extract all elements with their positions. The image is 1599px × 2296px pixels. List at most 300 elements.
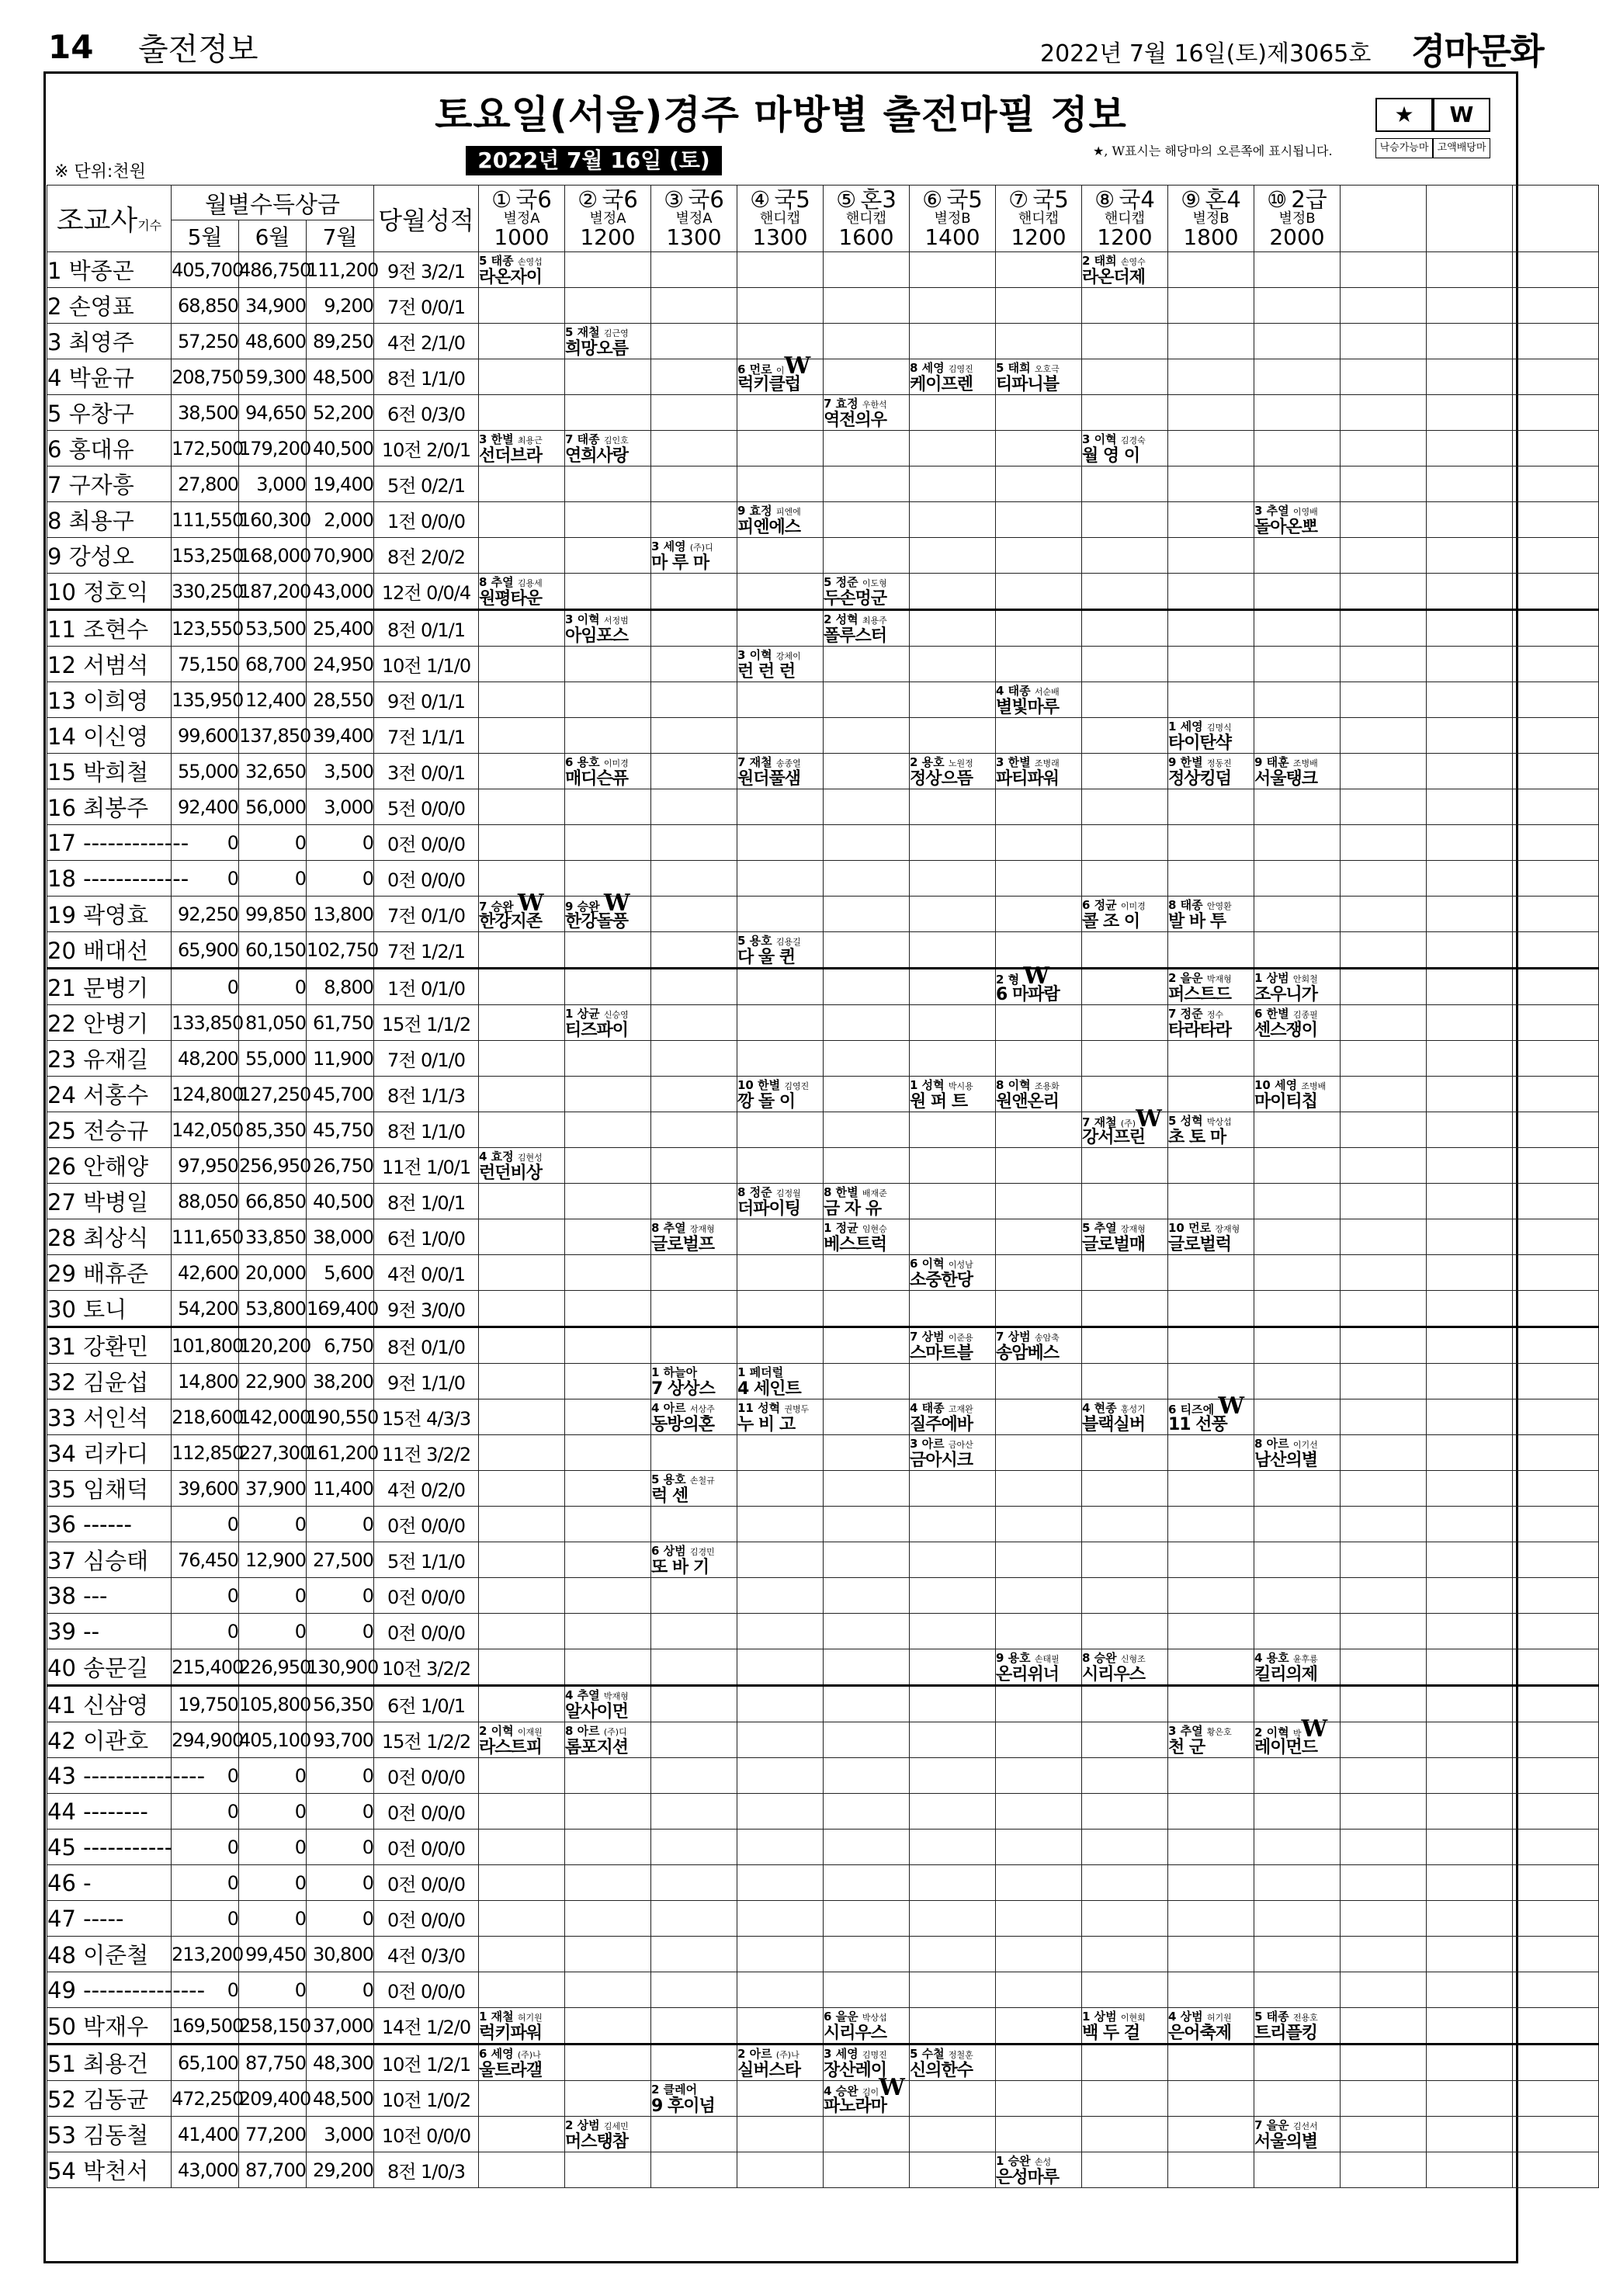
entry-gate-jockey: [565, 754, 650, 771]
row-number: 38: [47, 1582, 76, 1609]
owner: 김경민: [689, 1547, 715, 1557]
empty-cell: [737, 1722, 824, 1758]
empty-cell: [824, 1471, 910, 1507]
empty-cell: [1341, 466, 1427, 502]
earning-july: 0: [307, 1830, 374, 1865]
empty-cell: [824, 1399, 910, 1435]
gate-jockey: 4 현종: [1082, 1401, 1117, 1415]
gate-jockey: 2 클레어: [651, 2083, 698, 2097]
earning-july: 8,800: [307, 969, 374, 1005]
row-number: 36: [47, 1510, 76, 1538]
race-number: ②: [578, 186, 598, 213]
trainer-name: ---: [83, 1582, 108, 1609]
race-header-2: [565, 186, 651, 252]
table-row: [47, 538, 1599, 574]
table-row: [47, 1578, 1599, 1614]
horse-name: 백 두 걸: [1082, 2024, 1140, 2043]
empty-cell: [910, 718, 996, 754]
empty-cell: [479, 1614, 565, 1649]
earning-july: 5,600: [307, 1255, 374, 1291]
trainer-name: 정호익: [83, 579, 149, 605]
gate-jockey: 3 아르: [910, 1437, 945, 1451]
trainer-name: 박종곤: [68, 258, 134, 284]
trainer-name: 서홍수: [83, 1082, 149, 1108]
race-entry: [565, 1005, 651, 1041]
trainer-cell: [47, 1077, 172, 1112]
table-row: [47, 574, 1599, 610]
entry-gate-jockey: [651, 1399, 737, 1417]
empty-cell: [1168, 1041, 1254, 1077]
empty-cell: [1082, 1542, 1168, 1578]
empty-cell: [1254, 1219, 1341, 1255]
empty-cell: [651, 324, 737, 359]
table-row: [47, 932, 1599, 969]
race-entry: [1254, 2117, 1341, 2152]
horse-name: 라온더제: [1082, 268, 1146, 287]
empty-cell: [1254, 897, 1341, 932]
owner: (주)디: [603, 1727, 627, 1737]
empty-cell: [910, 1184, 996, 1219]
monthly-record: 15전 1/1/2: [374, 1005, 479, 1041]
entry-gate-jockey: [996, 1077, 1081, 1094]
empty-cell: [737, 538, 824, 574]
empty-cell: [1513, 969, 1599, 1005]
trainer-name: 안해양: [83, 1153, 149, 1180]
row-number: 40: [47, 1655, 76, 1681]
empty-cell: [996, 324, 1082, 359]
empty-cell: [737, 252, 824, 288]
monthly-record: 0전 0/0/0: [374, 1830, 479, 1865]
earning-june: 179,200: [239, 431, 307, 466]
empty-cell: [996, 502, 1082, 538]
horse-name: 런 런 런: [737, 662, 796, 682]
empty-cell: [1082, 574, 1168, 610]
earning-july: 0: [307, 1614, 374, 1649]
empty-cell: [910, 431, 996, 466]
empty-cell: [824, 647, 910, 682]
race-entry: [737, 1399, 824, 1435]
row-number: 7: [47, 472, 62, 498]
trainer-cell: [47, 1794, 172, 1830]
entry-gate-jockey: [1168, 969, 1254, 987]
row-number: 31: [47, 1334, 76, 1360]
earning-may: 27,800: [172, 466, 239, 502]
empty-cell: [1427, 861, 1513, 897]
empty-cell: [565, 1578, 651, 1614]
horse-name: 깡 돌 이: [737, 1092, 796, 1112]
empty-cell: [824, 1364, 910, 1399]
empty-cell: [737, 1219, 824, 1255]
horse-name: 천 군: [1168, 1738, 1205, 1757]
trainer-name: 서범석: [83, 652, 149, 678]
trainer-cell: [47, 574, 172, 610]
empty-cell: [1427, 932, 1513, 969]
empty-cell: [565, 1507, 651, 1542]
entry-gate-jockey: [651, 1471, 737, 1488]
empty-cell: [737, 1005, 824, 1041]
empty-cell: [1427, 538, 1513, 574]
empty-cell: [1341, 969, 1427, 1005]
empty-cell: [1082, 1865, 1168, 1901]
empty-cell: [910, 1005, 996, 1041]
monthly-record: 1전 0/0/0: [374, 502, 479, 538]
empty-cell: [1341, 1937, 1427, 1972]
horse-name: 역전의우: [824, 411, 887, 430]
table-row: [47, 1041, 1599, 1077]
trainer-cell: [47, 1005, 172, 1041]
table-row: [47, 969, 1599, 1005]
empty-cell: [1427, 1435, 1513, 1471]
empty-cell: [1513, 647, 1599, 682]
table-row: [47, 1327, 1599, 1364]
monthly-record: 11전 3/2/2: [374, 1435, 479, 1471]
empty-cell: [651, 1148, 737, 1184]
empty-cell: [1513, 1184, 1599, 1219]
owner: 송암축: [1034, 1333, 1060, 1343]
earning-may: 0: [172, 1901, 239, 1937]
horse-name: 정상킹덤: [1168, 769, 1232, 789]
empty-cell: [1254, 324, 1341, 359]
empty-cell: [1427, 252, 1513, 288]
gate-jockey: 2 이혁: [1254, 1725, 1289, 1739]
empty-cell: [1168, 502, 1254, 538]
gate-jockey: 1 승완: [996, 2154, 1031, 2168]
owner: (주)디: [689, 543, 713, 553]
trainer-cell: [47, 682, 172, 718]
empty-cell: [1427, 466, 1513, 502]
table-row: [47, 1399, 1599, 1435]
trainer-cell: [47, 1291, 172, 1327]
earning-july: 25,400: [307, 610, 374, 647]
earning-june: 0: [239, 825, 307, 861]
horse-name: 서울의별: [1254, 2132, 1318, 2152]
empty-cell: [565, 502, 651, 538]
empty-cell: [910, 825, 996, 861]
empty-cell: [479, 538, 565, 574]
row-number: 30: [47, 1296, 76, 1323]
empty-cell: [1082, 754, 1168, 789]
owner: 조용화: [1034, 1081, 1060, 1091]
race-entry: [996, 1649, 1082, 1686]
empty-cell: [651, 574, 737, 610]
entry-gate-jockey: [996, 962, 1081, 990]
empty-cell: [1254, 574, 1341, 610]
race-entry: [824, 395, 910, 431]
earning-june: 127,250: [239, 1077, 307, 1112]
empty-cell: [1341, 610, 1427, 647]
race-entry: [824, 574, 910, 610]
row-number: 49: [47, 1976, 76, 2003]
gate-jockey: 3 세영: [824, 2047, 858, 2061]
empty-cell: [1254, 647, 1341, 682]
empty-cell: [1254, 1471, 1341, 1507]
monthly-record: 7전 0/1/0: [374, 1041, 479, 1077]
entry-gate-jockey: [1254, 2117, 1340, 2134]
empty-cell: [1168, 466, 1254, 502]
empty-cell: [1341, 359, 1427, 395]
empty-cell: [1082, 1184, 1168, 1219]
trainer-name: 최봉주: [83, 795, 149, 821]
high-odds-mark: W: [1301, 1715, 1328, 1743]
horse-name: 별빛마루: [996, 698, 1060, 717]
trainer-name: 이희영: [83, 688, 149, 714]
earning-june: 0: [239, 1972, 307, 2008]
horse-name: 누 비 고: [737, 1415, 796, 1434]
empty-cell: [651, 1649, 737, 1686]
earning-may: 215,400: [172, 1649, 239, 1686]
race-entry: [737, 502, 824, 538]
earning-june: 48,600: [239, 324, 307, 359]
empty-cell: [1513, 324, 1599, 359]
earning-june: 34,900: [239, 288, 307, 324]
earning-july: 48,500: [307, 359, 374, 395]
empty-cell: [996, 1364, 1082, 1399]
owner: 김명진: [862, 2050, 887, 2060]
empty-cell: [479, 2152, 565, 2188]
entry-gate-jockey: [565, 324, 650, 341]
row-number: 32: [47, 1369, 76, 1396]
monthly-record: 7전 0/0/1: [374, 288, 479, 324]
empty-cell: [1082, 1614, 1168, 1649]
empty-cell: [1254, 1794, 1341, 1830]
empty-cell: [1513, 825, 1599, 861]
row-number: 46: [47, 1869, 76, 1896]
empty-cell: [1341, 1830, 1427, 1865]
horse-name: 서울탱크: [1254, 769, 1318, 789]
earning-july: 0: [307, 825, 374, 861]
race-distance: 1300: [752, 224, 808, 251]
empty-cell: [1341, 789, 1427, 825]
empty-cell: [1427, 395, 1513, 431]
empty-cell: [824, 431, 910, 466]
table-row: [47, 431, 1599, 466]
empty-cell: [1254, 466, 1341, 502]
empty-cell: [1513, 288, 1599, 324]
gate-jockey: 2 용호: [910, 755, 945, 769]
table-row: [47, 789, 1599, 825]
empty-cell: [1427, 754, 1513, 789]
race-entry: [996, 754, 1082, 789]
empty-cell: [737, 718, 824, 754]
entry-gate-jockey: [1254, 1435, 1340, 1452]
empty-cell: [1082, 1507, 1168, 1542]
empty-cell: [1341, 1435, 1427, 1471]
empty-cell: [910, 861, 996, 897]
trainer-name: 박희철: [83, 759, 149, 786]
empty-cell: [1427, 789, 1513, 825]
earning-june: 168,000: [239, 538, 307, 574]
empty-cell: [996, 718, 1082, 754]
empty-cell: [1254, 431, 1341, 466]
empty-cell: [565, 682, 651, 718]
empty-cell: [479, 1041, 565, 1077]
empty-cell: [565, 1327, 651, 1364]
monthly-record: 6전 1/0/0: [374, 1219, 479, 1255]
monthly-record: 9전 0/1/1: [374, 682, 479, 718]
row-number: 2: [47, 293, 62, 320]
earning-june: 0: [239, 1758, 307, 1794]
race-entry: [737, 1077, 824, 1112]
owner: 손철규: [689, 1476, 715, 1486]
race-grade: 국6: [688, 186, 724, 213]
empty-cell: [1082, 1291, 1168, 1327]
empty-cell: [1254, 861, 1341, 897]
entry-gate-jockey: [1168, 1393, 1254, 1420]
entry-gate-jockey: [824, 395, 909, 412]
earning-june: 94,650: [239, 395, 307, 431]
race-entry: [1082, 1649, 1168, 1686]
earning-july: 40,500: [307, 1184, 374, 1219]
empty-cell: [565, 1937, 651, 1972]
month-6-header: 6월: [239, 220, 307, 252]
empty-cell: [996, 1005, 1082, 1041]
empty-cell: [565, 1614, 651, 1649]
trainer-name: 우창구: [68, 401, 134, 427]
empty-cell: [651, 932, 737, 969]
race-header-1: [479, 186, 565, 252]
empty-cell: [1427, 324, 1513, 359]
race-grade: 국4: [1119, 186, 1155, 213]
gate-jockey: 5 태종: [1254, 2010, 1289, 2024]
horse-name: 시리우스: [1082, 1665, 1146, 1684]
empty-cell: [1341, 932, 1427, 969]
gate-jockey: 8 추열: [479, 575, 514, 589]
empty-cell: [1168, 538, 1254, 574]
empty-cell: [910, 1219, 996, 1255]
race-entry: [824, 610, 910, 647]
empty-cell: [565, 2081, 651, 2117]
gate-jockey: 2 성혁: [824, 612, 858, 626]
horse-name: 신의한수: [910, 2061, 973, 2080]
empty-cell: [1513, 1614, 1599, 1649]
empty-cell: [565, 1830, 651, 1865]
owner: 허기원: [1206, 2013, 1232, 2023]
trainer-cell: [47, 1758, 206, 1794]
trainer-name: 박천서: [83, 2158, 149, 2184]
empty-cell: [996, 288, 1082, 324]
gate-jockey: 10 한별: [737, 1078, 781, 1092]
empty-cell: [479, 359, 565, 395]
owner: 조병배: [1292, 758, 1318, 768]
earning-july: 6,750: [307, 1327, 374, 1364]
horse-name: 파티파워: [996, 769, 1060, 789]
table-row: [47, 1148, 1599, 1184]
empty-cell: [910, 1507, 996, 1542]
empty-cell: [996, 1041, 1082, 1077]
race-distance: 2000: [1269, 224, 1325, 251]
table-row: [47, 754, 1599, 789]
race-distance: 1800: [1183, 224, 1239, 251]
race-entry: [1168, 1005, 1254, 1041]
gate-jockey: 3 이혁: [737, 648, 772, 662]
trainer-name: ---------------: [83, 1762, 206, 1789]
entry-gate-jockey: [1082, 431, 1167, 448]
race-type: 핸디캡: [759, 210, 801, 227]
table-row: [47, 1507, 1599, 1542]
monthly-record: 0전 0/0/0: [374, 1578, 479, 1614]
empty-cell: [1341, 395, 1427, 431]
earning-july: 29,200: [307, 2152, 374, 2188]
trainer-cell: [47, 1722, 172, 1758]
empty-cell: [910, 897, 996, 932]
earning-june: 209,400: [239, 2081, 307, 2117]
monthly-record: 9전 3/2/1: [374, 252, 479, 288]
earning-may: 172,500: [172, 431, 239, 466]
empty-cell: [737, 2117, 824, 2152]
monthly-record: 6전 1/0/1: [374, 1686, 479, 1722]
empty-cell: [1513, 1649, 1599, 1686]
empty-cell: [737, 1327, 824, 1364]
race-entry: [996, 682, 1082, 718]
earning-june: 32,650: [239, 754, 307, 789]
earning-july: 56,350: [307, 1686, 374, 1722]
earning-june: 22,900: [239, 1364, 307, 1399]
entry-gate-jockey: [910, 1399, 995, 1417]
earning-july: 38,200: [307, 1364, 374, 1399]
empty-cell: [479, 1399, 565, 1435]
earning-may: 92,400: [172, 789, 239, 825]
entry-gate-jockey: [737, 754, 823, 771]
trainer-cell: [47, 1112, 172, 1148]
earning-may: 92,250: [172, 897, 239, 932]
owner: (주)나: [775, 2050, 800, 2060]
empty-cell: [1427, 1291, 1513, 1327]
horse-name: 발 바 투: [1168, 912, 1226, 931]
earning-june: 68,700: [239, 647, 307, 682]
race-entry: [910, 1399, 996, 1435]
empty-cell: [1082, 324, 1168, 359]
empty-cell: [651, 1937, 737, 1972]
earning-july: 89,250: [307, 324, 374, 359]
empty-cell: [1341, 825, 1427, 861]
legend: [1375, 98, 1493, 163]
empty-cell: [1513, 538, 1599, 574]
earning-july: 13,800: [307, 897, 374, 932]
empty-cell: [1427, 1184, 1513, 1219]
race-distance: 1600: [838, 224, 894, 251]
race-header-9: [1168, 186, 1254, 252]
earning-june: 37,900: [239, 1471, 307, 1507]
monthly-record: 15전 4/3/3: [374, 1399, 479, 1435]
row-number: 25: [47, 1118, 76, 1144]
empty-cell: [910, 1722, 996, 1758]
trainer-cell: [47, 1649, 172, 1686]
empty-cell: [1082, 1327, 1168, 1364]
gate-jockey: 10 세영: [1254, 1078, 1298, 1092]
empty-cell: [479, 932, 565, 969]
empty-cell: [651, 897, 737, 932]
owner: 정철훈: [948, 2050, 973, 2060]
earning-july: 0: [307, 861, 374, 897]
empty-cell: [1427, 1614, 1513, 1649]
horse-name: 온리위너: [996, 1665, 1060, 1684]
high-odds-mark: W: [603, 890, 630, 917]
row-number: 33: [47, 1405, 76, 1431]
empty-cell: [1513, 1399, 1599, 1435]
empty-cell: [1168, 1327, 1254, 1364]
empty-cell: [565, 1542, 651, 1578]
empty-cell: [824, 538, 910, 574]
horse-name: 초 토 마: [1168, 1128, 1226, 1147]
empty-cell: [1341, 682, 1427, 718]
empty-cell: [1513, 359, 1599, 395]
earning-july: 26,750: [307, 1148, 374, 1184]
race-entry: [651, 1542, 737, 1578]
owner: 박상섭: [862, 2013, 887, 2023]
race-entry: [737, 647, 824, 682]
earning-may: 14,800: [172, 1364, 239, 1399]
entry-gate-jockey: [1082, 1105, 1167, 1132]
